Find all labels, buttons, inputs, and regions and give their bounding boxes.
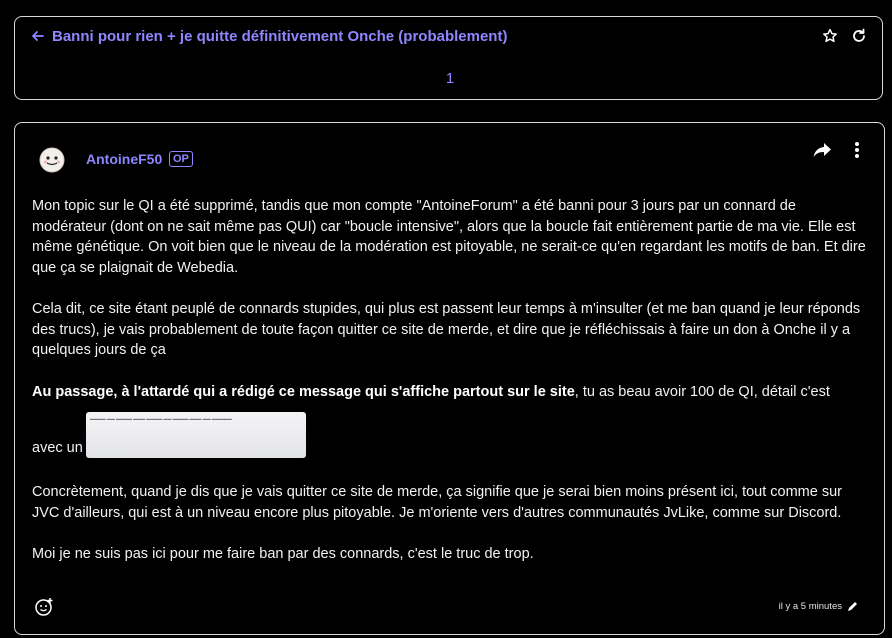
post-image-line	[32, 412, 868, 458]
embedded-screenshot[interactable]: ▬▬▬▬ ▬▬ ▬▬▬▬ ▬▬▬ ▬▬▬▬ ▬▬ ▬▬▬▬ ▬▬▬ ▬▬ ▬▬▬▬▬	[86, 412, 306, 458]
post-author[interactable]: AntoineF50	[86, 151, 163, 167]
forum-post	[14, 122, 885, 635]
topic-header	[14, 16, 883, 100]
emoji-add-icon[interactable]	[34, 597, 54, 617]
post-text: , tu as beau avoir 100 de QI, détail c'est	[574, 383, 830, 400]
op-badge: OP	[169, 151, 193, 167]
post-bold-text: Au passage, à l'attardé qui a rédigé ce message qui s'affiche partout sur le site	[32, 383, 575, 400]
post-text: avec un	[32, 439, 83, 456]
post-paragraph: Cela dit, ce site étant peuplé de connards stupides, qui plus est passent leur temps à m'insulter (et me ban quand je leur réponds des trucs), je vais probablement de toute façon quitter ce site de merde, et dire que je réfléchissais à faire un don à Onche il y a quelques jours de ça	[32, 301, 861, 358]
post-paragraph	[32, 382, 868, 403]
star-icon[interactable]	[822, 28, 838, 44]
refresh-icon[interactable]	[851, 28, 867, 44]
topic-title[interactable]: Banni pour rien + je quitte définitivement Onche (probablement)	[52, 28, 508, 45]
post-timestamp: il y a 5 minutes	[778, 601, 842, 612]
arrow-left-icon[interactable]	[31, 29, 45, 43]
post-paragraph: Concrètement, quand je dis que je vais quitter ce site de merde, ça signifie que je serai bien moins présent ici, tout comme sur JVC d'ailleurs, qui est à un niveau encore plus pitoyable. Je m'oriente vers d'autres communautés JvLike, comme sur Discord.	[32, 484, 842, 521]
pencil-icon[interactable]	[847, 601, 858, 612]
post-paragraph: Mon topic sur le QI a été supprimé, tandis que mon compte "AntoineForum" a été banni pour 3 jours par un connard de modérateur (dont on ne sait même pas QUI) car "boucle intensive", alors que la boucle fait entièrement partie de ma vie. Elle est même génétique. On voit bien que le niveau de la modération est pitoyable, ne serait-ce qu'en regardant les motifs de ban. Et dire que ça se plaignait de Webedia.	[32, 198, 866, 276]
share-icon[interactable]	[812, 141, 832, 159]
post-paragraph: Moi je ne suis pas ici pour me faire ban par des connards, c'est le truc de trop.	[32, 546, 534, 562]
pagination-current-page[interactable]: 1	[445, 70, 455, 87]
post-body	[32, 196, 868, 565]
more-vertical-icon[interactable]	[854, 141, 860, 159]
avatar[interactable]	[37, 145, 67, 175]
